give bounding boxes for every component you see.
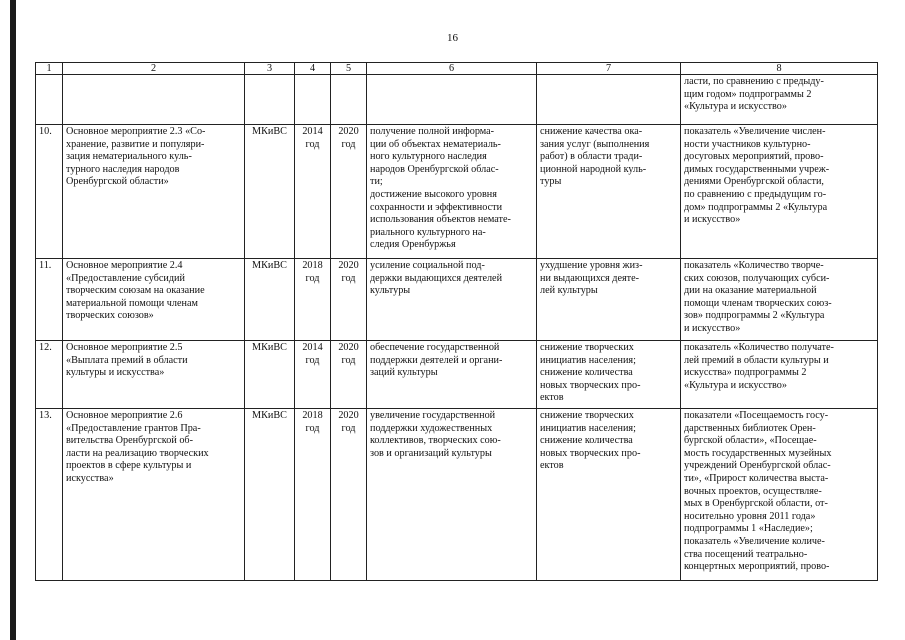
- row-number: 11.: [36, 259, 63, 341]
- indicator: показатель «Количество получате- лей премий в области культуры и искусства» подпрограммы 2 «Культура и искусство»: [681, 341, 878, 409]
- measure-name: Основное мероприятие 2.5 «Выплата премий в области культуры и искусства»: [63, 341, 245, 409]
- row-number: 13.: [36, 409, 63, 581]
- executor: МКиВС: [245, 125, 295, 259]
- column-header: 8: [681, 63, 878, 75]
- column-header: 2: [63, 63, 245, 75]
- consequence: снижение творческих инициатив населения; снижение количества новых творческих про- ектов: [537, 341, 681, 409]
- measure-name: Основное мероприятие 2.4 «Предоставление субсидий творческим союзам на оказание материальной помощи членам творческих союзов»: [63, 259, 245, 341]
- start-year: 2018 год: [295, 409, 331, 581]
- expected-result: обеспечение государственной поддержки деятелей и органи- заций культуры: [367, 341, 537, 409]
- column-header: 3: [245, 63, 295, 75]
- indicator: показатели «Посещаемость госу- дарственных библиотек Орен- бургской области», «Посещае- мость государственных музейных учреждений Оренбургской облас- ти», «Прирост количества выста- вочных проектов, осуществляе- мых в Оренбургской области, от- носительно уровня 2011 года» подпрограммы 1 «Наследие»; показатель «Увеличение количе- ства посещений театрально- концертных мероприятий, прово-: [681, 409, 878, 581]
- table-row: [36, 409, 878, 581]
- column-header: 6: [367, 63, 537, 75]
- measures-table: [35, 62, 878, 581]
- executor: МКиВС: [245, 341, 295, 409]
- start-year: 2018 год: [295, 259, 331, 341]
- measure-name: Основное мероприятие 2.6 «Предоставление грантов Пра- вительства Оренбургской об- ласти на реализацию творческих проектов в сфере культуры и искусства»: [63, 409, 245, 581]
- table-row: [36, 125, 878, 259]
- start-year: 2014 год: [295, 341, 331, 409]
- end-year: 2020 год: [331, 125, 367, 259]
- table-row: [36, 259, 878, 341]
- executor: МКиВС: [245, 259, 295, 341]
- measure-name: Основное мероприятие 2.3 «Со- хранение, развитие и популяри- зация нематериального куль- турного наследия народов Оренбургской области»: [63, 125, 245, 259]
- consequence: снижение творческих инициатив населения; снижение количества новых творческих про- ектов: [537, 409, 681, 581]
- column-header: 4: [295, 63, 331, 75]
- end-year: 2020 год: [331, 341, 367, 409]
- end-year: 2020 год: [331, 409, 367, 581]
- column-header: 7: [537, 63, 681, 75]
- scan-left-edge: [10, 0, 16, 640]
- end-year: 2020 год: [331, 259, 367, 341]
- header-row: [36, 63, 878, 75]
- executor: МКиВС: [245, 409, 295, 581]
- page-number: 16: [447, 32, 458, 44]
- indicator: показатель «Увеличение числен- ности участников культурно- досуговых мероприятий, прово- димых государственными учреж- дениями Оренбургской области, по сравнению с предыдущим го- дом» подпрограммы 2 «Культура и искусство»: [681, 125, 878, 259]
- start-year: 2014 год: [295, 125, 331, 259]
- consequence: снижение качества ока- зания услуг (выполнения работ) в области тради- ционной народной куль- туры: [537, 125, 681, 259]
- row-number: 10.: [36, 125, 63, 259]
- continuation-row: [36, 75, 878, 125]
- indicator: показатель «Количество творче- ских союзов, получающих субси- дии на оказание материальной помощи членам творческих союз- зов» подпрограммы 2 «Культура и искусство»: [681, 259, 878, 341]
- indicator-continuation: ласти, по сравнению с предыду- щим годом» подпрограммы 2 «Культура и искусство»: [681, 75, 878, 125]
- column-header: 1: [36, 63, 63, 75]
- expected-result: увеличение государственной поддержки художественных коллективов, творческих сою- зов и организаций культуры: [367, 409, 537, 581]
- row-number: 12.: [36, 341, 63, 409]
- column-header: 5: [331, 63, 367, 75]
- table-row: [36, 341, 878, 409]
- expected-result: усиление социальной под- держки выдающихся деятелей культуры: [367, 259, 537, 341]
- expected-result: получение полной информа- ции об объектах нематериаль- ного культурного наследия народов Оренбургской облас- ти; достижение высокого уровня сохранности и эффективности использования объектов немате- риального культурного на- следия Оренбуржья: [367, 125, 537, 259]
- consequence: ухудшение уровня жиз- ни выдающихся деяте- лей культуры: [537, 259, 681, 341]
